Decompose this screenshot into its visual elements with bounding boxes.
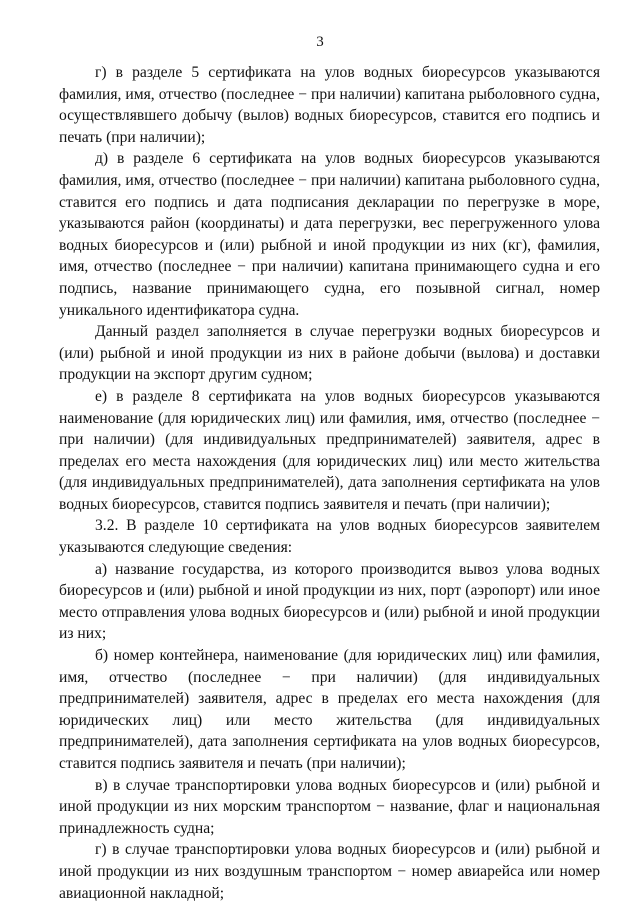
paragraph-item-a-country: а) название государства, из которого производится вывоз улова водных биоресурсов и (или) рыбной и иной продукции из них, порт (аэропорт) или иное место отправления улова водных биоресурсов и (или) рыбной и иной продукции из них; (59, 560, 600, 643)
paragraph-section-6-note: Данный раздел заполняется в случае перегрузки водных биоресурсов и (или) рыбной и иной продукции из них в районе добычи (вылова) и доставки продукции на экспорт другим судном; (59, 323, 600, 384)
paragraph-clause-3-2: 3.2. В разделе 10 сертификата на улов водных биоресурсов заявителем указываются следующие сведения: (59, 517, 600, 557)
document-body (59, 62, 600, 904)
paragraph-item-b-container: б) номер контейнера, наименование (для юридических лиц) или фамилия, имя, отчество (последнее − при наличии) (для индивидуальных предпринимателей) заявителя, адрес в пределах его места нахождения (для юридических лиц) или место жительства (для индивидуальных предпринимателей), дата заполнения сертификата на улов водных биоресурсов, ставится подпись заявителя и печать (при наличии); (59, 647, 600, 772)
paragraph-item-v-sea-transport: в) в случае транспортировки улова водных биоресурсов и (или) рыбной и иной продукции из них морским транспортом − название, флаг и национальная принадлежность судна; (59, 776, 600, 837)
page-number: 3 (316, 34, 324, 50)
paragraph-item-d-section-6: д) в разделе 6 сертификата на улов водных биоресурсов указываются фамилия, имя, отчество (последнее − при наличии) капитана рыболовного судна, ставится его подпись и дата подписания декларации по перегрузке в море, указываются район (координаты) и дата перегрузки, вес перегруженного улова водных биоресурсов и (или) рыбной и иной продукции из них (кг), фамилия, имя, отчество (последнее − при наличии) капитана принимающего судна и его подпись, название принимающего судна, его позывной сигнал, номер уникального идентификатора судна. (59, 150, 600, 319)
paragraph-item-e-section-8: е) в разделе 8 сертификата на улов водных биоресурсов указываются наименование (для юридических лиц) или фамилия, имя, отчество (последнее − при наличии) (для индивидуальных предпринимателей) заявителя, адрес в пределах его места нахождения (для юридических лиц) или место жительства (для индивидуальных предпринимателей), дата заполнения сертификата на улов водных биоресурсов, ставится подпись заявителя и печать (при наличии); (59, 387, 600, 513)
paragraph-item-g-air-transport: г) в случае транспортировки улова водных биоресурсов и (или) рыбной и иной продукции из них воздушным транспортом − номер авиарейса или номер авиационной накладной; (59, 841, 600, 902)
paragraph-item-g-section-5: г) в разделе 5 сертификата на улов водных биоресурсов указываются фамилия, имя, отчество (последнее − при наличии) капитана рыболовного судна, осуществлявшего добычу (вылов) водных биоресурсов, ставится его подпись и печать (при наличии); (59, 64, 600, 146)
